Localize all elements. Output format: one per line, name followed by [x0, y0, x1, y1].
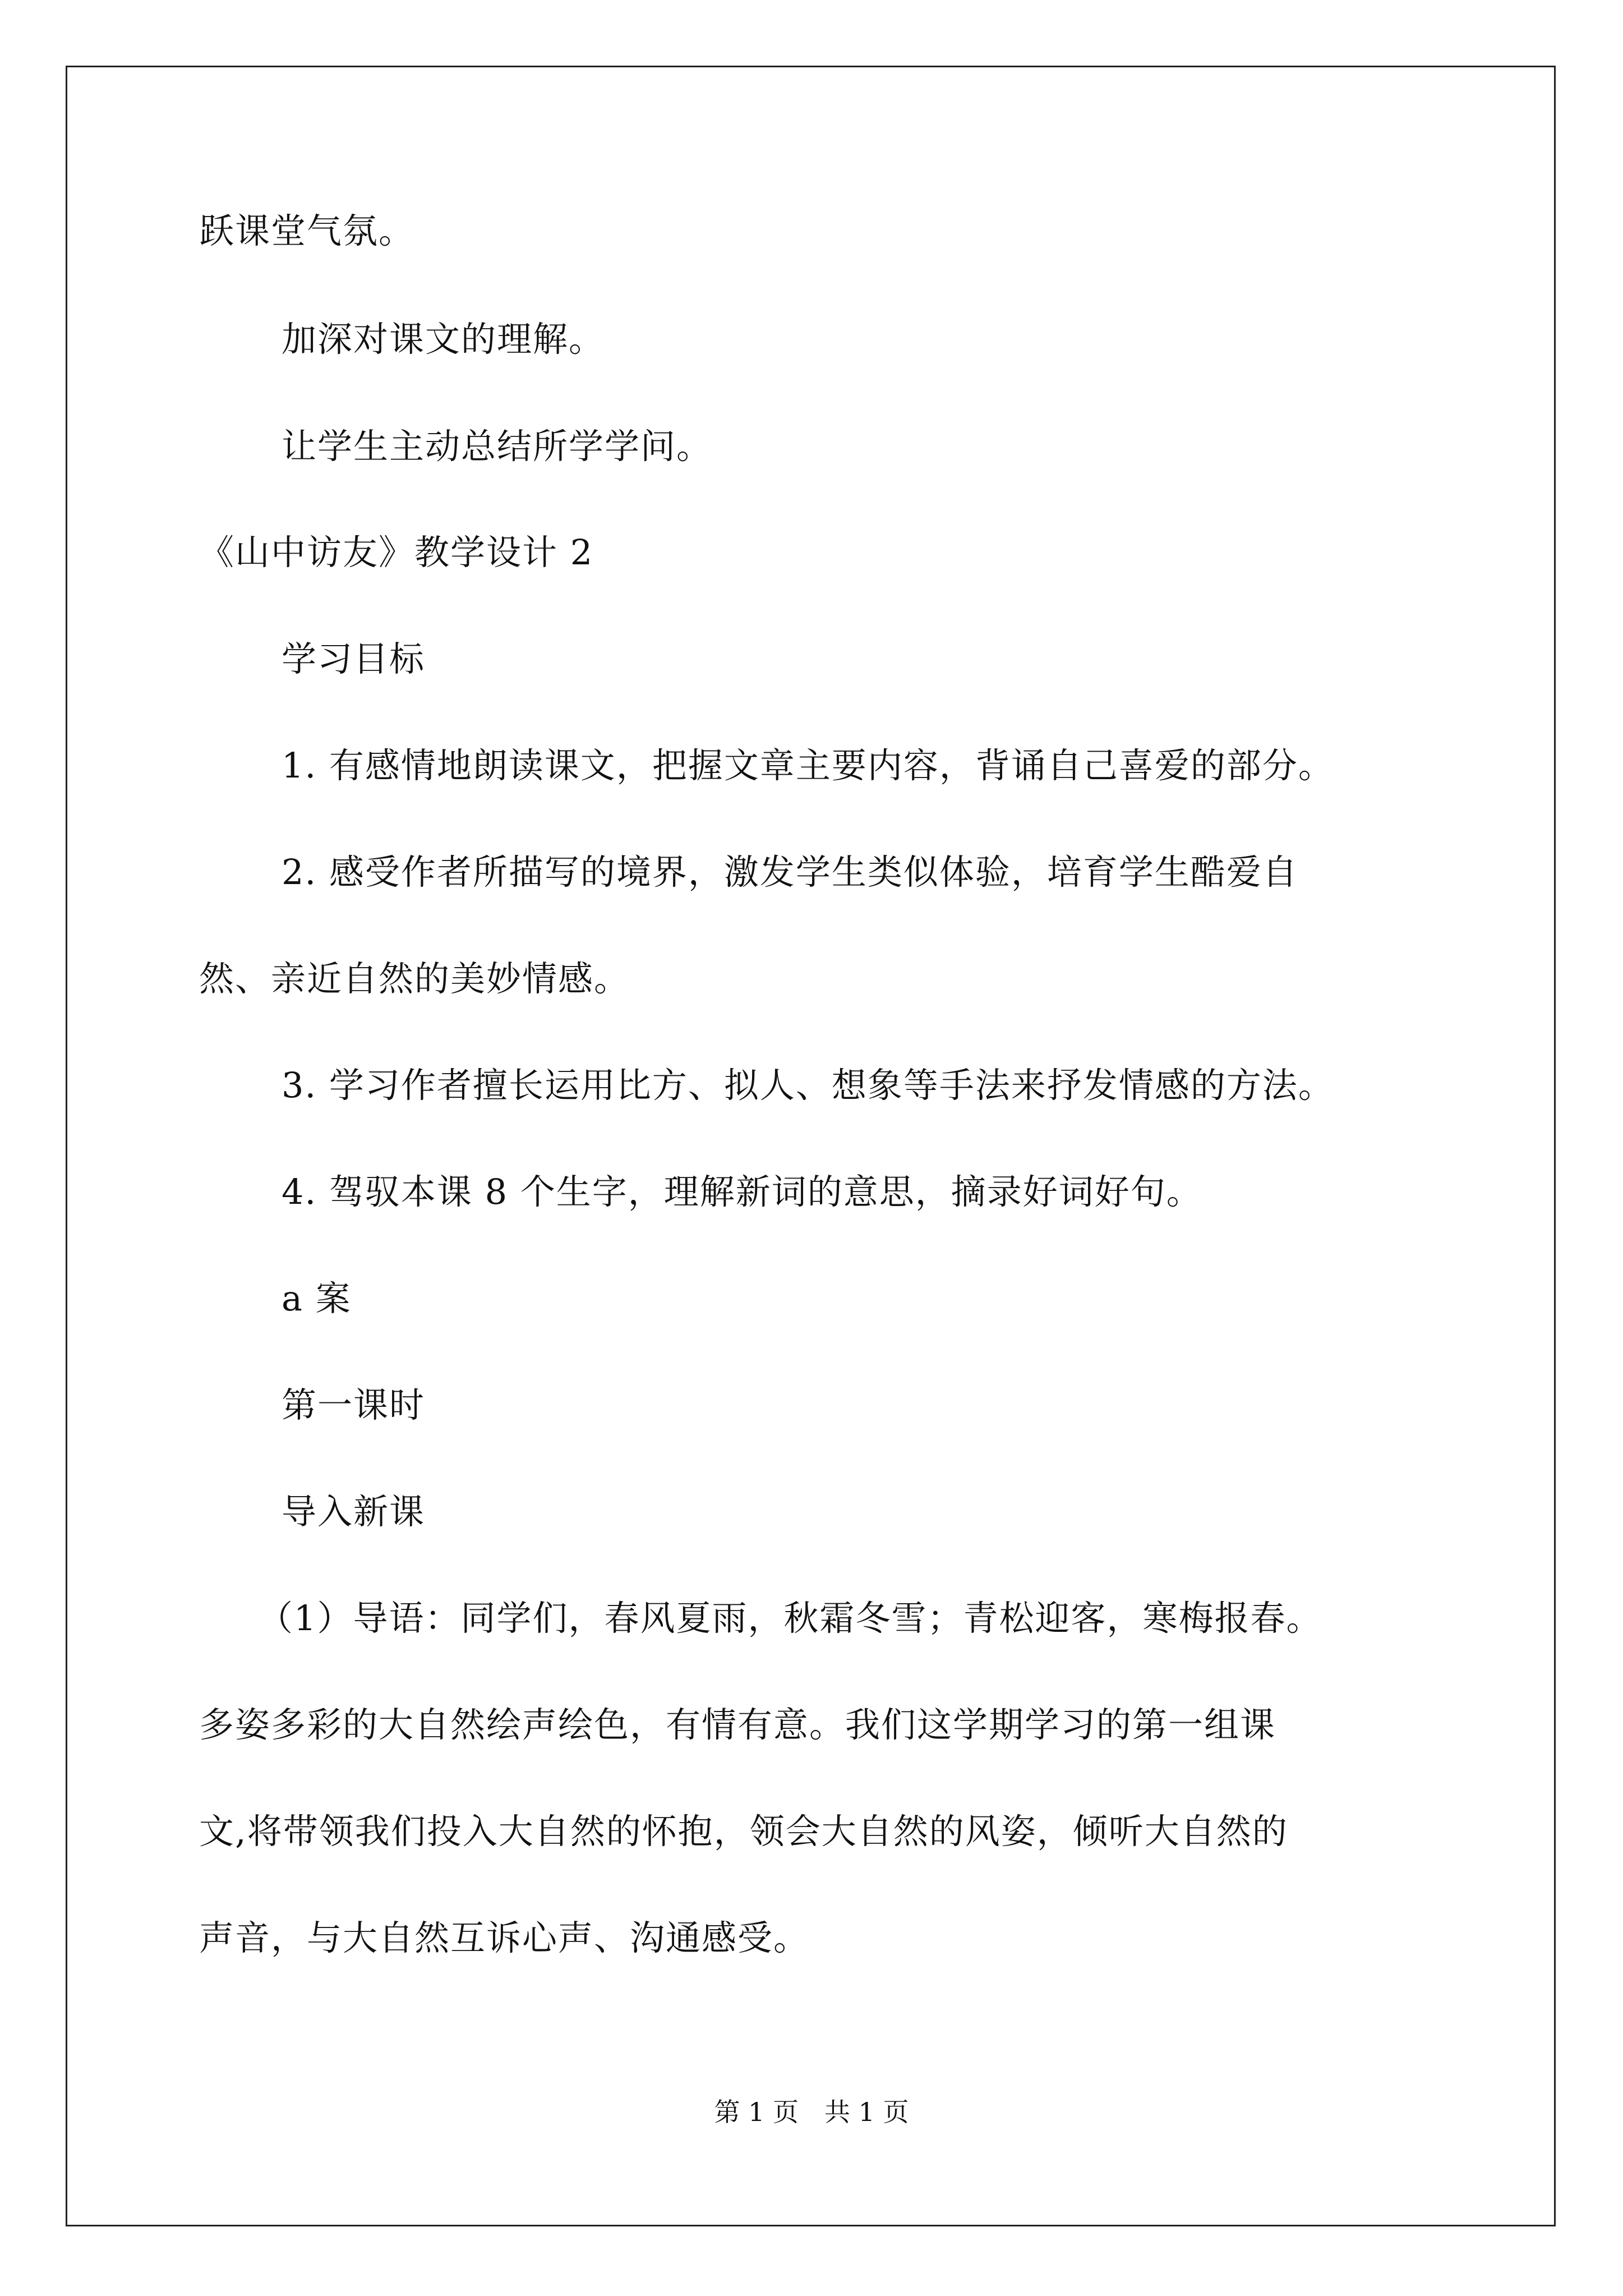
intro-paragraph-line-4: 声音，与大自然互诉心声、沟通感受。: [199, 1917, 810, 1958]
objective-2-continued: 然、亲近自然的美妙情感。: [199, 958, 630, 999]
objective-2: 2. 感受作者所描写的境界，激发学生类似体验，培育学生酷爱自: [282, 852, 1298, 892]
intro-heading: 导入新课: [282, 1491, 426, 1532]
intro-paragraph-line-3: 文,将带领我们投入大自然的怀抱，领会大自然的风姿，倾听大自然的: [199, 1811, 1288, 1852]
intro-paragraph-line-1: （1）导语：同学们，春风夏雨，秋霜冬雪；青松迎客，寒梅报春。: [258, 1598, 1322, 1639]
page-footer: 第 1 页 共 1 页: [714, 2097, 909, 2127]
objective-1: 1. 有感情地朗读课文，把握文章主要内容，背诵自己喜爱的部分。: [282, 745, 1334, 786]
section-heading: 《山中访友》教学设计 2: [199, 532, 594, 573]
subheading-objectives: 学习目标: [282, 638, 426, 679]
objective-4: 4. 驾驭本课 8 个生字，理解新词的意思，摘录好词好句。: [282, 1171, 1202, 1212]
plan-label: a 案: [282, 1278, 352, 1319]
page-border: [66, 66, 1556, 2226]
text-line-deepen-understanding: 加深对课文的理解。: [282, 319, 605, 360]
text-line-continuation: 跃课堂气氛。: [199, 210, 415, 251]
text-line-summarize: 让学生主动总结所学学问。: [282, 426, 713, 467]
lesson-period-label: 第一课时: [282, 1384, 426, 1425]
intro-paragraph-line-2: 多姿多彩的大自然绘声绘色，有情有意。我们这学期学习的第一组课: [199, 1704, 1276, 1745]
objective-3: 3. 学习作者擅长运用比方、拟人、想象等手法来抒发情感的方法。: [282, 1065, 1334, 1106]
